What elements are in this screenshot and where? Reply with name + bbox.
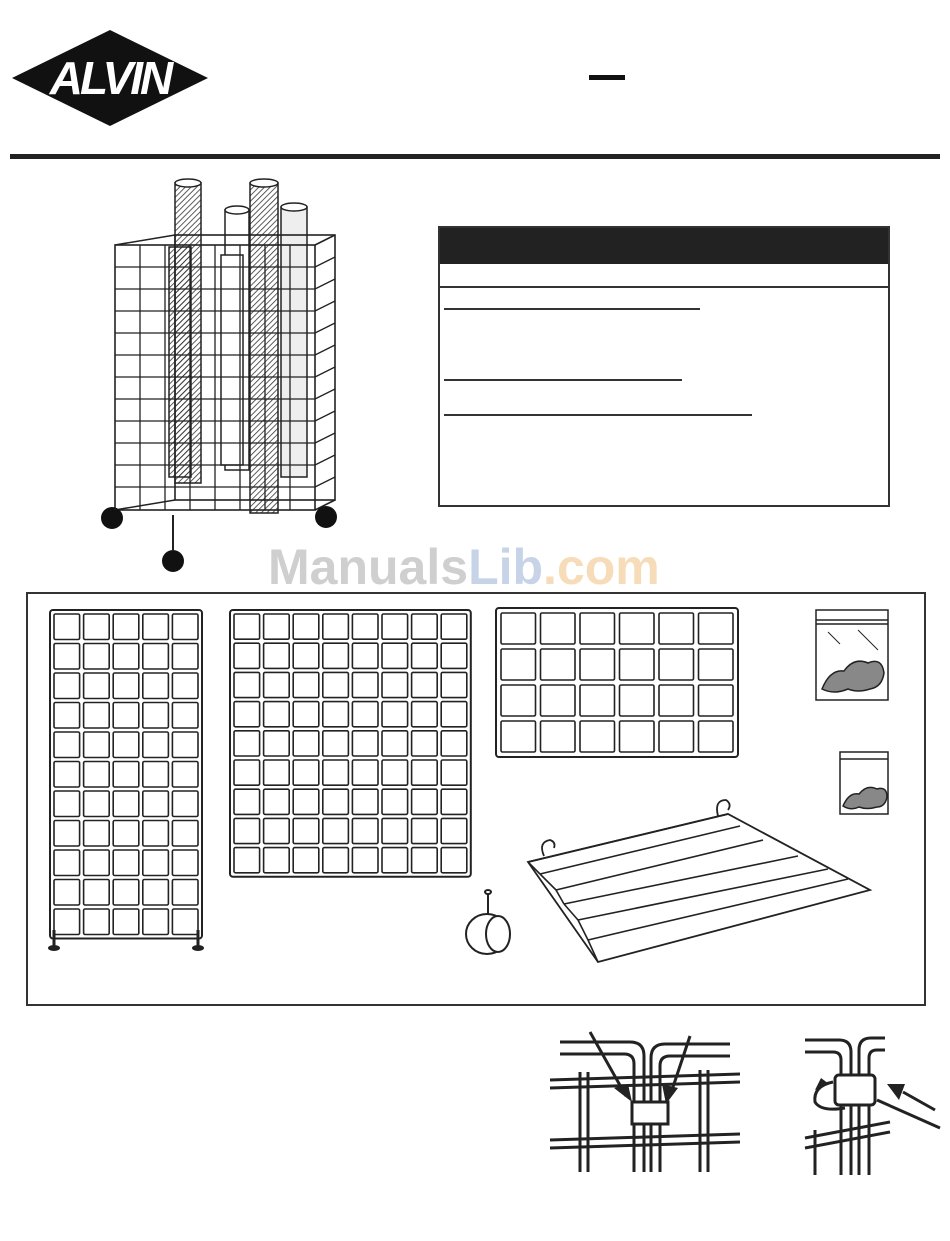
watermark (268, 538, 660, 596)
brand-wordmark: ALVIN (49, 52, 171, 104)
alvin-logo (10, 28, 210, 128)
clip-step-2-diagram (795, 1030, 945, 1180)
front-panel-grid (230, 610, 471, 877)
caster-wheel (466, 890, 510, 954)
stepped-bottom-shelf (528, 800, 870, 962)
package-contents-box (26, 592, 926, 1006)
watermark-part-a: Manuals (268, 539, 469, 595)
watermark-part-b: Lib (468, 539, 544, 595)
header-rule (10, 154, 940, 159)
parts-line-2 (444, 379, 682, 381)
title-dash (589, 75, 625, 80)
side-panel-grid (48, 610, 204, 951)
parts-list-header (440, 228, 888, 264)
parts-list-box (438, 226, 890, 507)
parts-list-subheader (440, 264, 888, 288)
clip-step-1-diagram (540, 1022, 740, 1182)
parts-line-1 (444, 308, 700, 310)
rolled-file-cart-illustration (95, 175, 345, 575)
clip-bag-small (840, 752, 888, 814)
package-contents-drawing (28, 594, 924, 1004)
parts-line-3 (444, 414, 752, 416)
watermark-part-c: .com (543, 539, 660, 595)
top-grid (496, 608, 738, 757)
clip-bag-large (816, 610, 888, 700)
